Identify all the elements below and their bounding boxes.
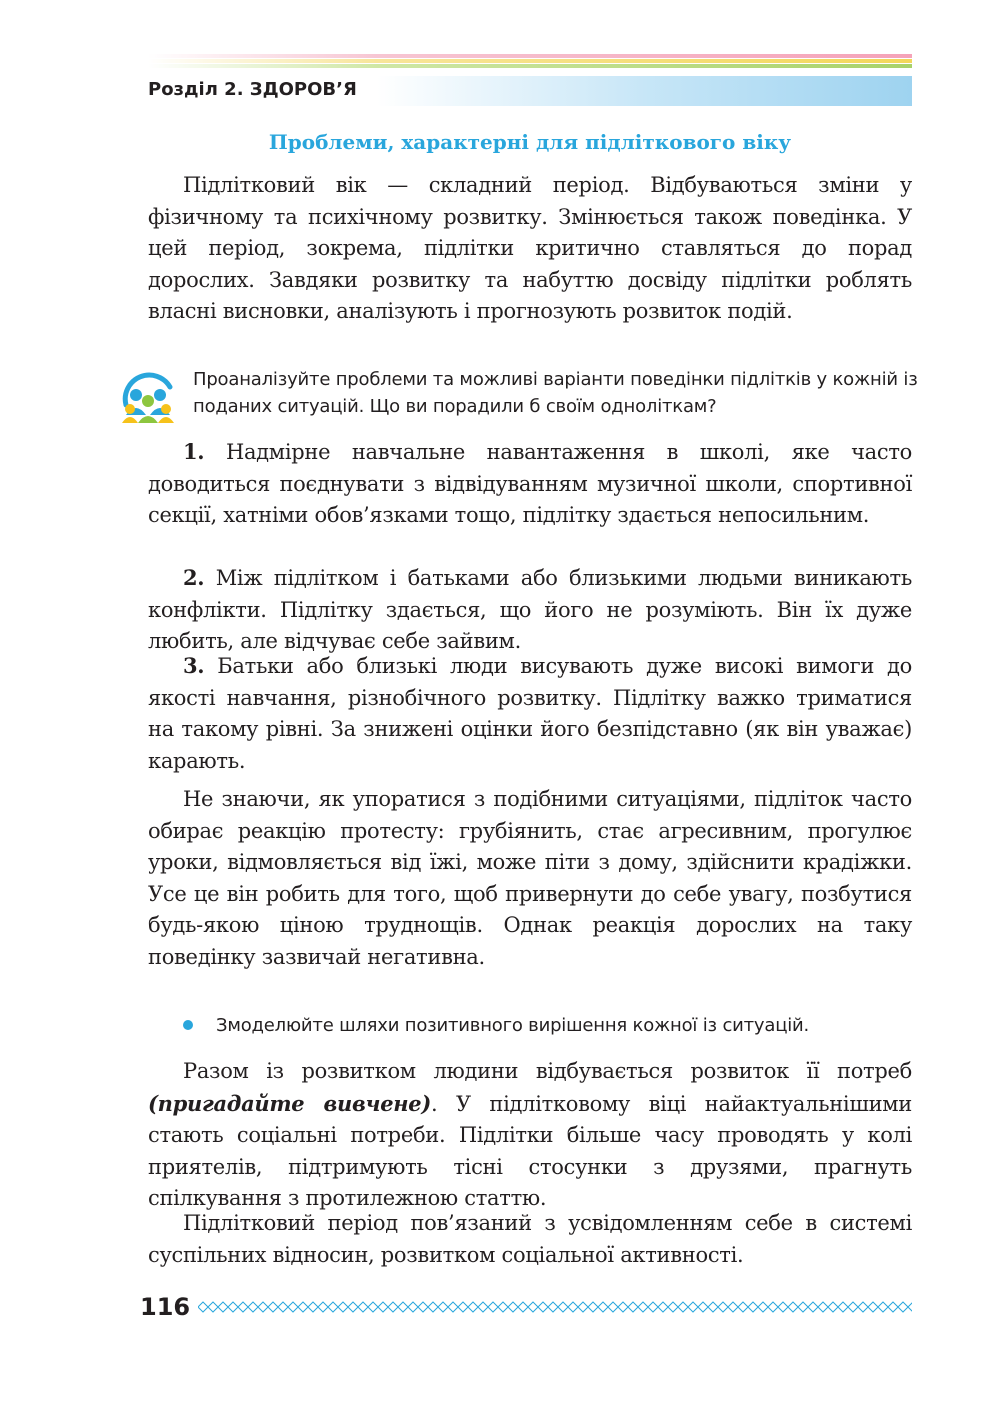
header-stripes: [148, 54, 912, 69]
page-heading: Проблеми, характерні для підліткового віку: [268, 130, 792, 154]
situation-number: 2.: [183, 565, 205, 590]
needs-text-before: Разом із розвитком людини відбувається розвиток її потреб: [183, 1059, 912, 1083]
page-number: 116: [140, 1293, 191, 1321]
situation-2: [148, 562, 912, 658]
situation-text: Надмірне навчальне навантаження в школі, яке часто доводиться поєднувати з відвідуванням музичної школи, спортивної секції, хатніми обов’язками тощо, підлітку здається непосильним.: [148, 440, 912, 527]
protest-paragraph: Не знаючи, як упоратися з подібними ситуаціями, підліток часто обирає реакцію протесту: грубіянить, стає агресивним, прогулює уроки, відмовляється від їжі, може піти з дому, здійснити крадіжки. Усе це він робить для того, щоб привернути до себе увагу, позбутися будь-якою ціною труднощів. Однак реакція дорослих на таку поведінку зазвичай негативна.: [148, 787, 912, 969]
needs-text-after: . У підлітковому віці найактуальнішими стають соціальні потреби. Підлітки більше часу проводять у колі приятелів, підтримують тісні стосунки з друзями, прагнуть спілкування з протилежною статтю.: [148, 1091, 912, 1210]
section-label: Розділ 2. ЗДОРОВ’Я: [148, 79, 357, 100]
bullet-icon: [183, 1020, 193, 1030]
situation-text: Між підлітком і батьками або близькими людьми виникають конфлікти. Підлітку здається, що його не розуміють. Він їх дуже любить, але відчуває себе зайвим.: [148, 566, 912, 653]
needs-text-italic: (пригадайте вивчене): [148, 1090, 431, 1116]
situation-3: [148, 650, 912, 777]
group-task-text: Проаналізуйте проблеми та можливі варіанти поведінки підлітків у кожній із поданих ситуацій. Що ви порадили б своїм одноліткам?: [193, 369, 918, 417]
footer-ornament: [198, 1300, 912, 1314]
situation-1: [148, 436, 912, 532]
final-paragraph: Підлітковий період пов’язаний з усвідомленням себе в системі суспільних відносин, розвитком соціальної активності.: [148, 1211, 912, 1267]
intro-paragraph: Підлітковий вік — складний період. Відбуваються зміни у фізичному та психічному розвитку. Змінюється також поведінка. У цей період, зокрема, підлітки критично ставляться до порад дорослих. Завдяки розвитку та набуттю досвіду підлітки роблять власні висновки, аналізують і прогнозують розвиток подій.: [148, 173, 912, 323]
situation-number: 3.: [183, 653, 205, 678]
situation-text: Батьки або близькі люди висувають дуже високі вимоги до якості навчання, різнобічного розвитку. Підлітку важко триматися на такому рівні. За знижені оцінки його безпідставно (як він уважає) карають.: [148, 654, 912, 773]
bullet-task-text: Змоделюйте шляхи позитивного вирішення кожної із ситуацій.: [216, 1015, 810, 1036]
needs-paragraph: [148, 1056, 912, 1215]
group-work-icon: [116, 365, 180, 429]
situation-number: 1.: [183, 439, 205, 464]
